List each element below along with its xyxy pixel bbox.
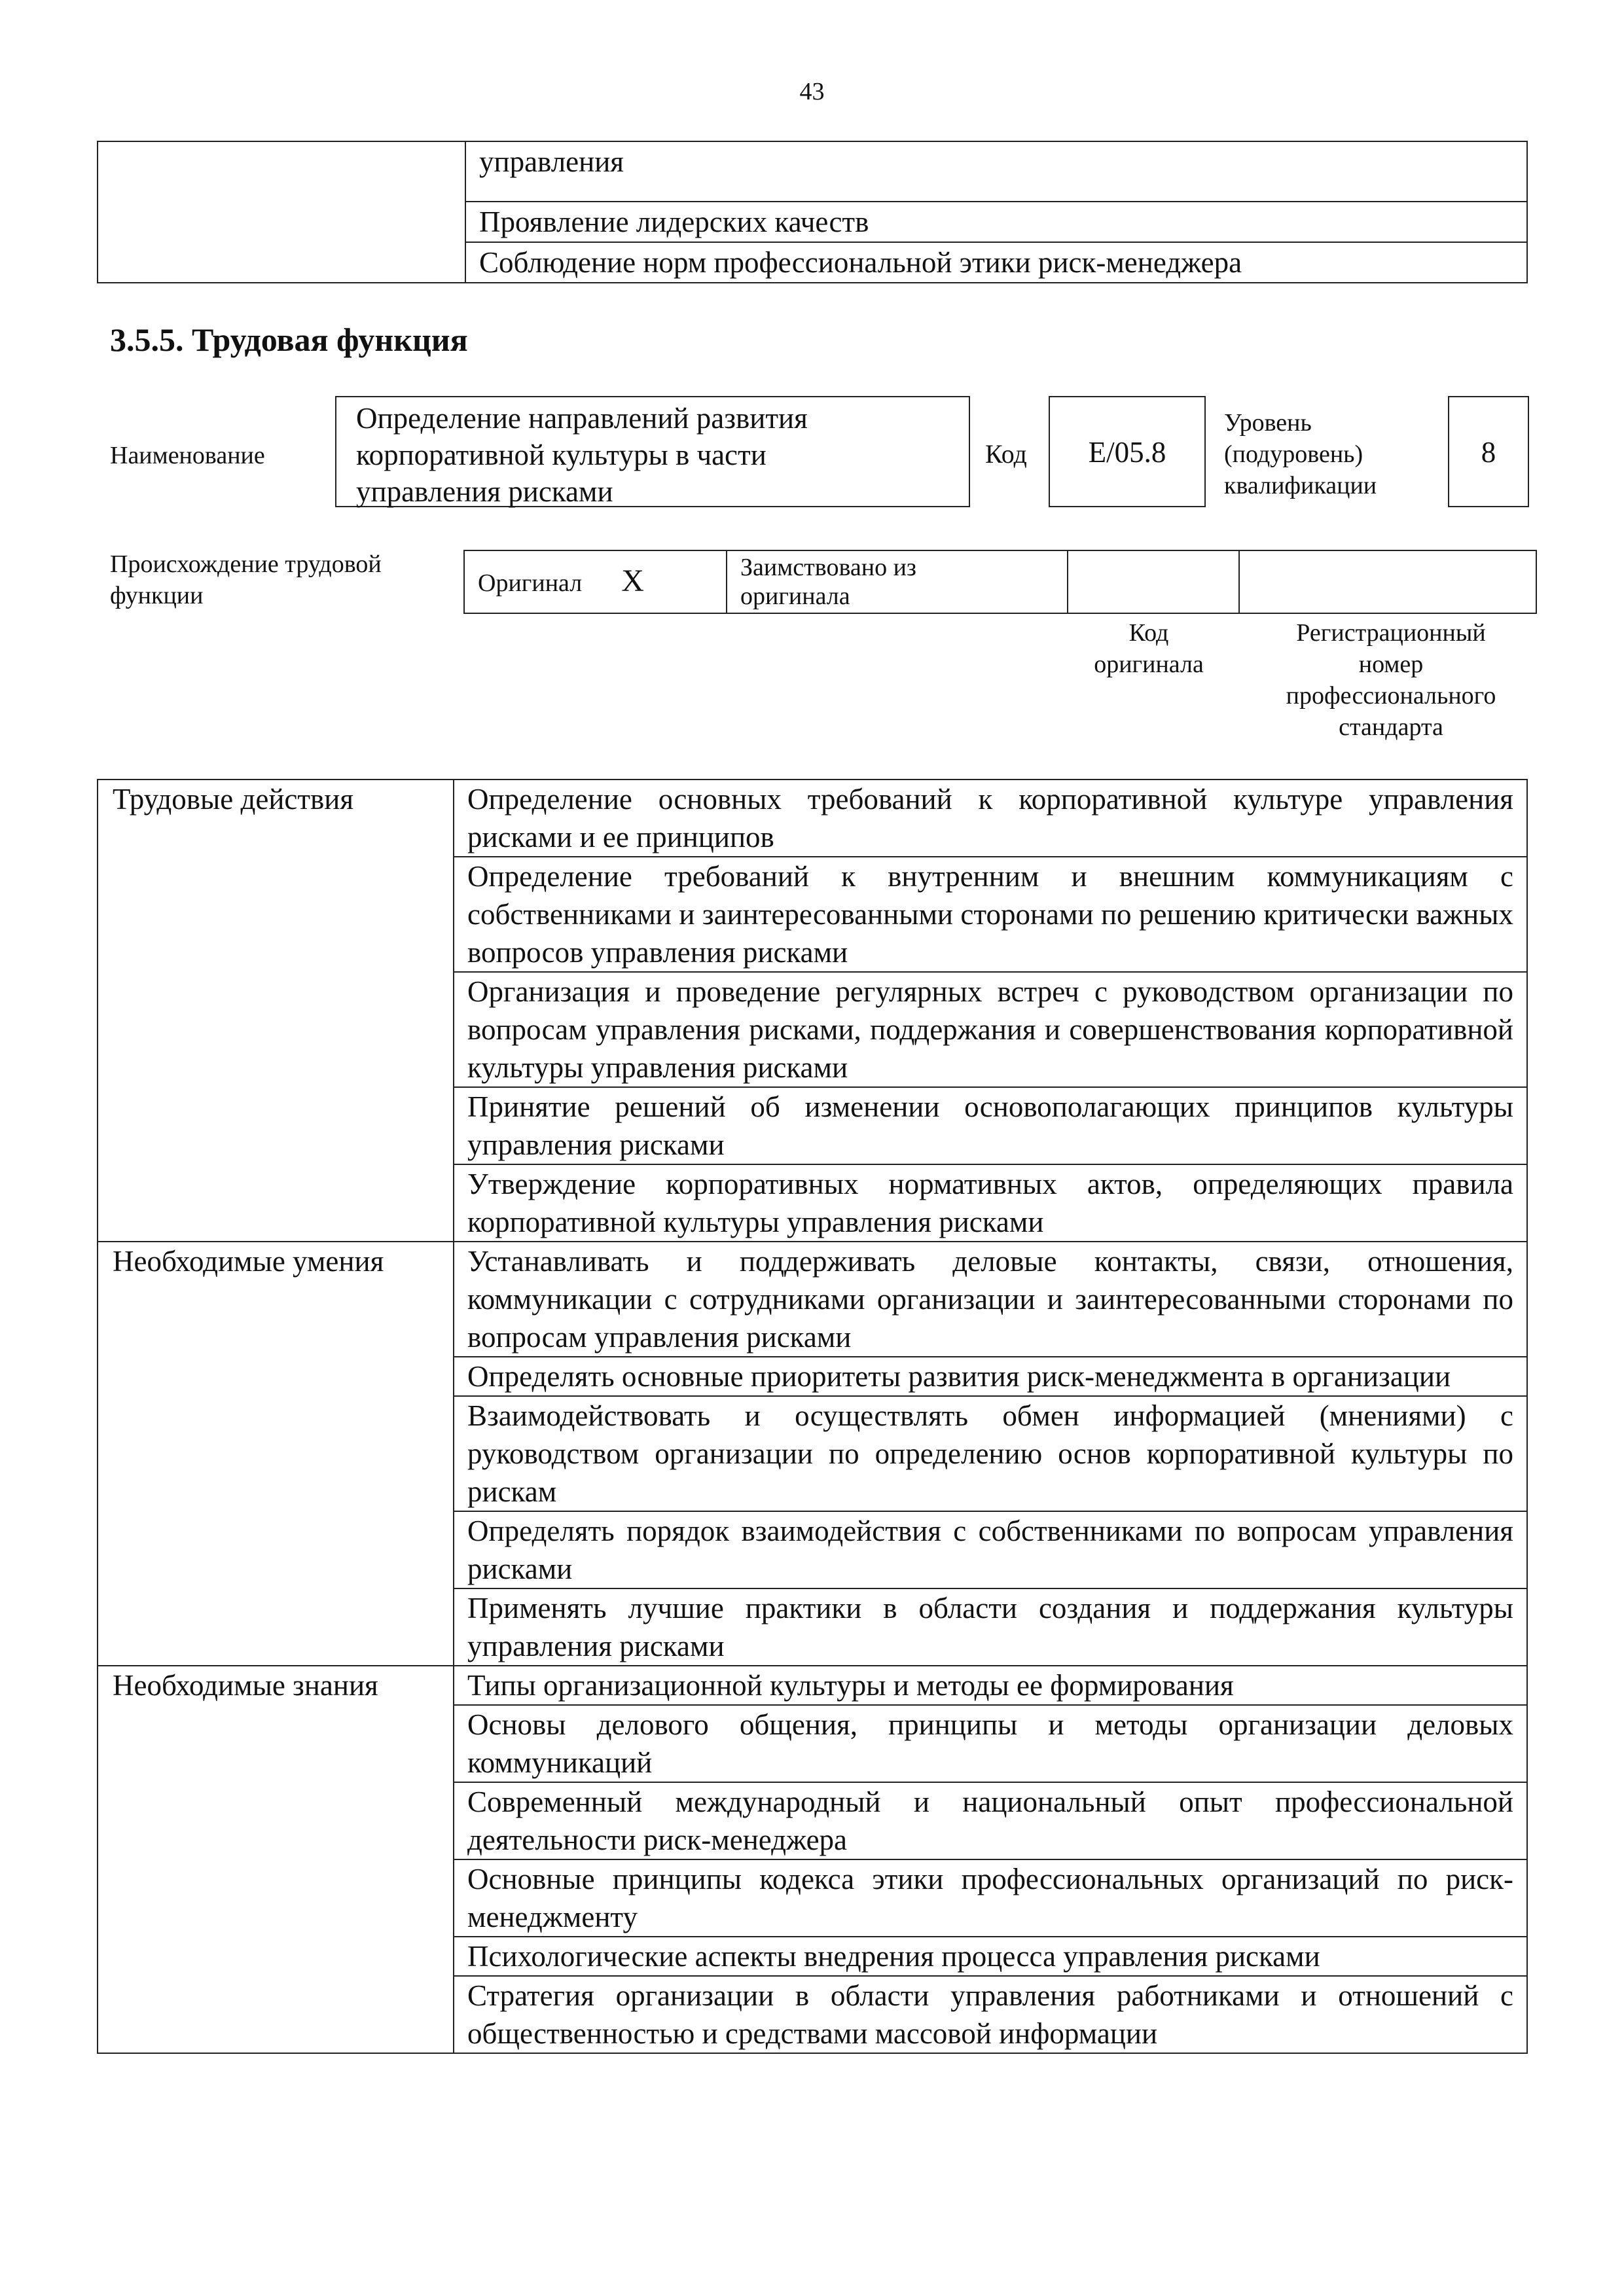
table-cell: Проявление лидерских качеств (465, 202, 1527, 242)
table-row (464, 550, 1536, 613)
table-cell: Типы организационной культуры и методы ее формирования (454, 1666, 1527, 1705)
level-label-line: Уровень (1224, 409, 1312, 437)
caption-line: Код (1128, 619, 1169, 647)
level-value: 8 (1448, 396, 1529, 507)
level-label (1224, 407, 1377, 501)
table-row (98, 1666, 1527, 1705)
caption-line: Регистрационный (1296, 619, 1486, 647)
registration-number-caption (1247, 617, 1535, 743)
table-cell: Применять лучшие практики в области создания и поддержания культуры управления рисками (454, 1588, 1527, 1666)
table-cell: Взаимодействовать и осуществлять обмен информацией (мнениями) с руководством организации по определению основ корпоративной культуры по рискам (454, 1396, 1527, 1511)
category-cell: Необходимые знания (98, 1666, 454, 2053)
table-cell: Основные принципы кодекса этики профессиональных организаций по риск-менеджменту (454, 1859, 1527, 1937)
origin-label-line: функции (110, 582, 204, 609)
labor-function-table (97, 779, 1528, 2054)
table-cell: Устанавливать и поддерживать деловые контакты, связи, отношения, коммуникации с сотрудниками организации и заинтересованными сторонами по вопросам управления рисками (454, 1242, 1527, 1357)
table-cell: Определение основных требований к корпоративной культуре управления рисками и ее принципов (454, 780, 1527, 857)
original-code-caption (1060, 617, 1237, 680)
level-label-line: квалификации (1224, 472, 1377, 499)
table-cell: Определять основные приоритеты развития риск-менеджмента в организации (454, 1357, 1527, 1396)
table-cell: Соблюдение норм профессиональной этики риск-менеджера (465, 242, 1527, 283)
caption-line: стандарта (1339, 713, 1443, 741)
page-number: 43 (799, 78, 825, 105)
table-row (98, 1242, 1527, 1357)
table-cell: Определять порядок взаимодействия с собственниками по вопросам управления рисками (454, 1511, 1527, 1588)
function-name-box (335, 396, 970, 507)
table-cell: Утверждение корпоративных нормативных актов, определяющих правила корпоративной культуры управления рисками (454, 1164, 1527, 1242)
section-title: 3.5.5. Трудовая функция (110, 321, 468, 358)
original-cell (464, 550, 727, 613)
table-cell: Современный международный и национальный опыт профессиональной деятельности риск-менеджера (454, 1782, 1527, 1859)
level-label-line: (подуровень) (1224, 440, 1363, 468)
origin-label-line: Происхождение трудовой (110, 550, 382, 578)
table-cell: Организация и проведение регулярных встреч с руководством организации по вопросам управления рисками, поддержания и совершенствования корпоративной культуры управления рисками (454, 972, 1527, 1087)
origin-label (110, 548, 382, 611)
function-name-line: управления рисками (356, 475, 613, 508)
table-cell: управления (465, 141, 1527, 202)
name-label: Наименование (110, 442, 265, 469)
function-name-line: Определение направлений развития (356, 402, 808, 435)
table-cell: Психологические аспекты внедрения процесса управления рисками (454, 1937, 1527, 1976)
registration-number-cell (1239, 550, 1536, 613)
code-label: Код (985, 439, 1027, 469)
original-mark: X (621, 563, 644, 598)
borrowed-line: Заимствовано из (740, 554, 916, 581)
function-name-line: корпоративной культуры в части (356, 439, 767, 471)
table-cell: Основы делового общения, принципы и методы организации деловых коммуникаций (454, 1705, 1527, 1782)
borrowed-cell (727, 550, 1068, 613)
table-row (98, 141, 1527, 202)
caption-line: оригинала (1094, 651, 1204, 678)
origin-table (463, 550, 1537, 614)
original-label: Оригинал (478, 569, 583, 597)
code-value: E/05.8 (1049, 396, 1206, 507)
borrowed-line: оригинала (740, 583, 850, 610)
empty-category-cell (98, 141, 465, 283)
table-cell: Принятие решений об изменении основополагающих принципов культуры управления рисками (454, 1087, 1527, 1164)
continuation-table (97, 141, 1528, 283)
caption-line: профессионального (1286, 682, 1496, 709)
caption-line: номер (1358, 651, 1424, 678)
category-cell: Необходимые умения (98, 1242, 454, 1666)
category-cell: Трудовые действия (98, 780, 454, 1242)
table-cell: Стратегия организации в области управления работниками и отношений с общественностью и средствами массовой информации (454, 1976, 1527, 2053)
table-cell: Определение требований к внутренним и внешним коммуникациям с собственниками и заинтересованными сторонами по решению критически важных вопросов управления рисками (454, 857, 1527, 972)
original-code-cell (1068, 550, 1239, 613)
table-row (98, 780, 1527, 857)
